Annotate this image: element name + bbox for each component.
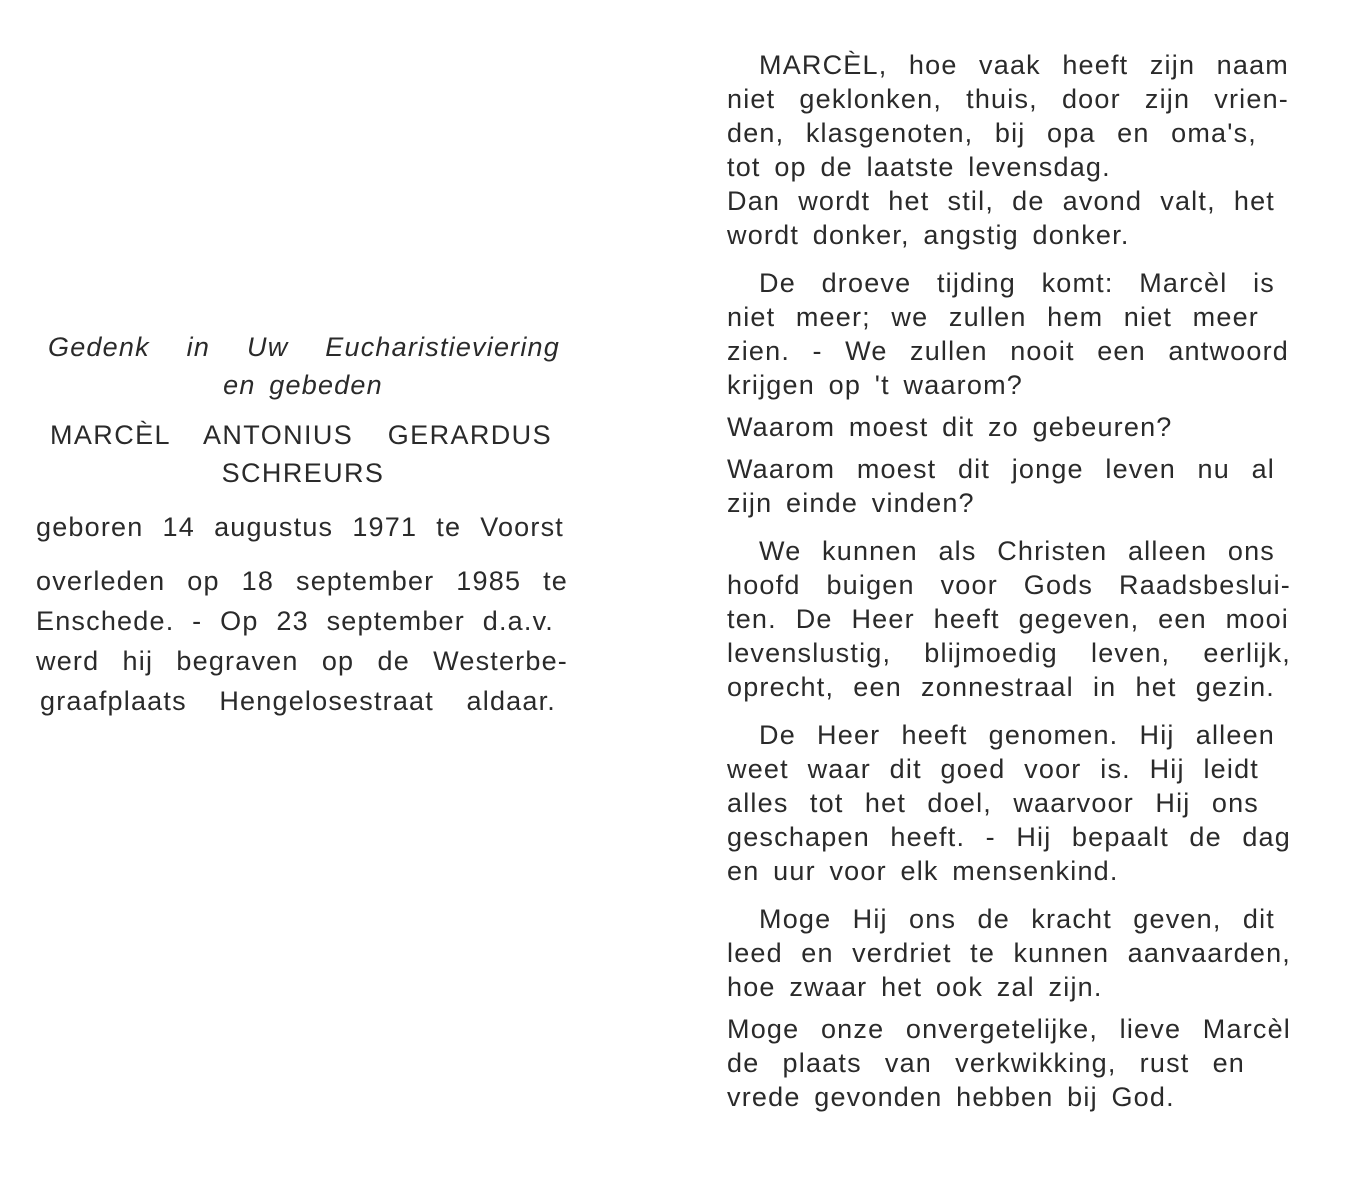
text-line: Moge Hij ons de kracht geven, dit bbox=[759, 904, 1275, 934]
text-line: niet meer; we zullen hem niet meer bbox=[727, 302, 1259, 332]
paragraph-3 bbox=[727, 410, 1295, 444]
text-line: We kunnen als Christen alleen ons bbox=[759, 536, 1275, 566]
text-line: en uur voor elk mensenkind. bbox=[727, 856, 1119, 886]
text-line: alles tot het doel, waarvoor Hij ons bbox=[727, 788, 1259, 818]
intro-text bbox=[36, 330, 570, 402]
name-line: SCHREURS bbox=[221, 458, 385, 488]
text-line: zijn einde vinden? bbox=[727, 488, 975, 518]
text-line: de plaats van verkwikking, rust en bbox=[727, 1048, 1245, 1078]
text-line: Dan wordt het stil, de avond valt, het bbox=[727, 186, 1275, 216]
paragraph-6 bbox=[727, 718, 1295, 888]
paragraph-1 bbox=[727, 48, 1295, 252]
name-line: MARCÈL ANTONIUS GERARDUS bbox=[50, 420, 552, 450]
text-line: hoe zwaar het ook zal zijn. bbox=[727, 972, 1103, 1002]
text-line: wordt donker, angstig donker. bbox=[727, 220, 1130, 250]
death-line: overleden op 18 september 1985 te bbox=[36, 566, 568, 596]
text-line: tot op de laatste levensdag. bbox=[727, 152, 1111, 182]
text-line: Waarom moest dit jonge leven nu al bbox=[727, 454, 1275, 484]
text-line: Moge onze onvergetelijke, lieve Marcèl bbox=[727, 1014, 1291, 1044]
deceased-name bbox=[36, 418, 570, 490]
right-column bbox=[727, 48, 1295, 1114]
text-line: MARCÈL, hoe vaak heeft zijn naam bbox=[759, 50, 1289, 80]
text-line: ten. De Heer heeft gegeven, een mooi bbox=[727, 604, 1289, 634]
left-column bbox=[36, 330, 570, 718]
death-line: werd hij begraven op de Westerbe- bbox=[36, 646, 568, 676]
text-line: hoofd buigen voor Gods Raadsbeslui- bbox=[727, 570, 1291, 600]
text-line: vrede gevonden hebben bij God. bbox=[727, 1082, 1175, 1112]
paragraph-2 bbox=[727, 266, 1295, 402]
death-line: Enschede. - Op 23 september d.a.v. bbox=[36, 606, 554, 636]
intro-line: en gebeden bbox=[223, 370, 383, 400]
text-line: levenslustig, blijmoedig leven, eerlijk, bbox=[727, 638, 1291, 668]
birth-line: geboren 14 augustus 1971 te Voorst bbox=[36, 512, 564, 542]
text-line: De Heer heeft genomen. Hij alleen bbox=[759, 720, 1275, 750]
death-line: graafplaats Hengelosestraat aldaar. bbox=[40, 686, 556, 716]
death-text bbox=[36, 564, 570, 718]
paragraph-5 bbox=[727, 534, 1295, 704]
text-line: De droeve tijding komt: Marcèl is bbox=[759, 268, 1275, 298]
intro-line: Gedenk in Uw Eucharistieviering bbox=[48, 332, 560, 362]
paragraph-4 bbox=[727, 452, 1295, 520]
text-line: geschapen heeft. - Hij bepaalt de dag bbox=[727, 822, 1291, 852]
text-line: zien. - We zullen nooit een antwoord bbox=[727, 336, 1289, 366]
paragraph-8 bbox=[727, 1012, 1295, 1114]
text-line: den, klasgenoten, bij opa en oma's, bbox=[727, 118, 1257, 148]
text-line: krijgen op 't waarom? bbox=[727, 370, 1023, 400]
text-line: Waarom moest dit zo gebeuren? bbox=[727, 412, 1173, 442]
paragraph-7 bbox=[727, 902, 1295, 1004]
birth-text bbox=[36, 510, 570, 544]
text-line: niet geklonken, thuis, door zijn vrien- bbox=[727, 84, 1289, 114]
text-line: weet waar dit goed voor is. Hij leidt bbox=[727, 754, 1259, 784]
text-line: oprecht, een zonnestraal in het gezin. bbox=[727, 672, 1275, 702]
text-line: leed en verdriet te kunnen aanvaarden, bbox=[727, 938, 1291, 968]
